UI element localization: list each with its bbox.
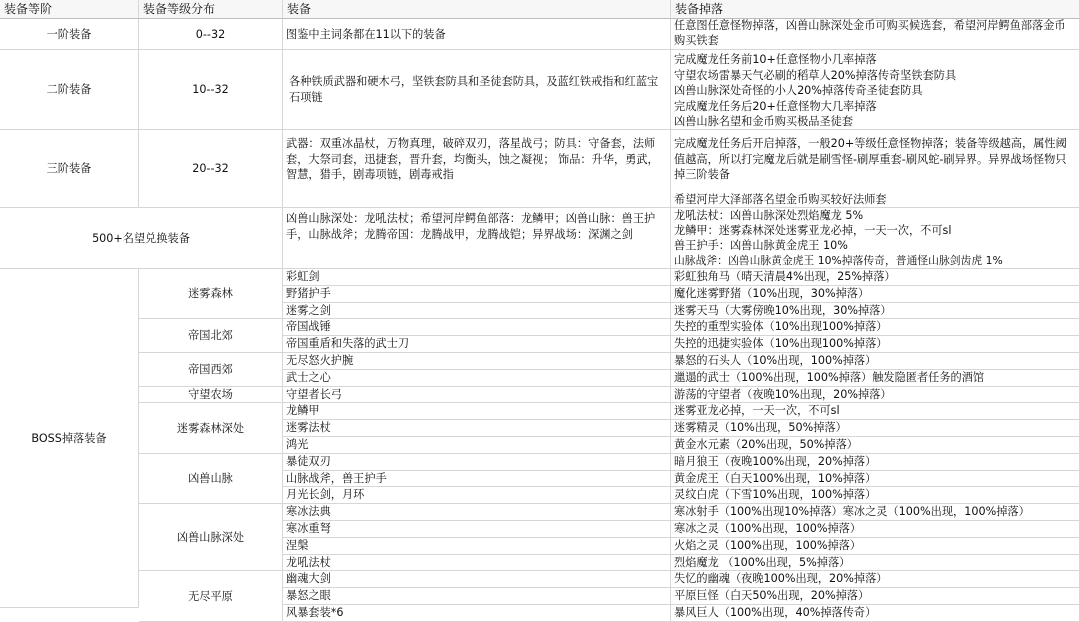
boss-location: 迷雾森林: [139, 269, 283, 319]
tier-3-drop-1: 完成魔龙任务后开启掉落，一般20+等级任意怪物掉落；装备等级越高，属性阈值越高，所以打完魔龙后就是刷雪怪-刷厚重套-刷风蛇-刷异界。异界战场怪物只掉三阶装备: [674, 137, 1067, 181]
boss-drop-source: 失忆的幽魂（夜晚100%出现，20%掉落）: [671, 571, 1080, 588]
boss-item: 涅槃: [283, 538, 671, 555]
boss-drop-source: 迷雾天马（大雾傍晚10%出现，30%掉落）: [671, 303, 1080, 320]
tier-2-drop-4: 完成魔龙任务后20+任意怪物大几率掉落: [674, 99, 877, 113]
boss-item: 守望者长弓: [283, 387, 671, 404]
boss-location: 帝国西郊: [139, 353, 283, 387]
boss-location: 迷雾森林深处: [139, 403, 283, 453]
boss-item: 幽魂大剑: [283, 571, 671, 588]
boss-item: 帝国重盾和失落的武士刀: [283, 336, 671, 353]
tier-reputation-drops: [671, 208, 1080, 269]
boss-item: 龙鳞甲: [283, 403, 671, 420]
boss-item: 野猪护手: [283, 286, 671, 303]
tier-3-equipment: [283, 130, 671, 208]
boss-item: 暴怒之眼: [283, 588, 671, 605]
boss-drop-source: 烈焰魔龙 （100%出现，5%掉落）: [671, 555, 1080, 572]
boss-drop-source: 邋遢的武士（100%出现，100%掉落）触发隐匿者任务的酒馆: [671, 370, 1080, 387]
boss-item: 山脉战斧，兽王护手: [283, 471, 671, 488]
tier-1-range: 0--32: [139, 19, 283, 50]
tier-3-name: 三阶装备: [0, 130, 139, 208]
boss-drop-source: 火焰之灵（100%出现，100%掉落）: [671, 538, 1080, 555]
tier-2-equipment: [283, 50, 671, 130]
boss-location: 凶兽山脉: [139, 454, 283, 504]
tier-2-drop-3: 凶兽山脉深处奇怪的小人20%掉落传奇圣徒套防具: [674, 84, 923, 97]
tier-2-drop-2: 守望农场雷暴天气必刷的稻草人20%掉落传奇坚铁套防具: [674, 68, 957, 82]
boss-item: 寒冰重弩: [283, 521, 671, 538]
boss-item: 迷雾法杖: [283, 420, 671, 437]
tier-3-equipment-text: 武器：双重冰晶杖，万物真理，破碎双刃，落星战弓；防具：守备套，法师套，大祭司套，迅捷套，晋升套，均衡头，蚀之凝视； 饰品：升华，勇武，智慧，猎手，剧毒项链，剧毒戒指: [286, 137, 659, 181]
boss-item: 彩虹剑: [283, 269, 671, 286]
boss-location: 帝国北郊: [139, 319, 283, 353]
boss-drop-source: 暴怒的石头人（10%出现，100%掉落）: [671, 353, 1080, 370]
boss-item: 龙吼法杖: [283, 555, 671, 572]
tier-2-drops: [671, 50, 1080, 130]
boss-item: 风暴套装*6: [283, 605, 671, 622]
boss-drop-source: 失控的迅捷实验体（10%出现100%掉落）: [671, 336, 1080, 353]
tier-2-equipment-text: 各种铁质武器和硬木弓，坚铁套防具和圣徒套防具，及蓝红铁戒指和红蓝宝石项链: [289, 75, 659, 104]
tier-reputation-drop-3: 兽王护手：凶兽山脉黄金虎王 10%: [674, 239, 848, 252]
boss-item: 无尽怒火护腕: [283, 353, 671, 370]
boss-drop-source: 黄金水元素（20%出现，50%掉落）: [671, 437, 1080, 454]
boss-drop-source: 失控的重型实验体（10%出现100%掉落）: [671, 319, 1080, 336]
tier-reputation-drop-2: 龙鳞甲：迷雾森林深处迷雾亚龙必掉，一天一次，不可sl: [674, 224, 952, 237]
header-equipment: 装备: [283, 0, 671, 19]
boss-drop-source: 寒冰射手（100%出现10%掉落）寒冰之灵（100%出现，100%掉落）: [671, 504, 1080, 521]
boss-item: 武士之心: [283, 370, 671, 387]
boss-drop-source: 寒冰之灵（100%出现，100%掉落）: [671, 521, 1080, 538]
tier-3-range: 20--32: [139, 130, 283, 208]
boss-item: 迷雾之剑: [283, 303, 671, 320]
boss-drop-source: 魔化迷雾野猪（10%出现，30%掉落）: [671, 286, 1080, 303]
tier-1-name: 一阶装备: [0, 19, 139, 50]
boss-drop-source: 游荡的守望者（夜晚10%出现，20%掉落）: [671, 387, 1080, 404]
boss-item: 暴徒双刃: [283, 454, 671, 471]
tier-3-drop-2: 希望河岸大泽部落名望金币购买较好法师套: [674, 193, 887, 206]
boss-drop-source: 灵纹白虎（下雪10%出现，100%掉落）: [671, 487, 1080, 504]
boss-location: 守望农场: [139, 387, 283, 404]
tier-2-name: 二阶装备: [0, 50, 139, 130]
header-tier: 装备等阶: [0, 0, 139, 19]
tier-1-equipment: 图鉴中主词条都在11以下的装备: [283, 19, 671, 50]
boss-drop-source: 暗月狼王（夜晚100%出现，20%掉落）: [671, 454, 1080, 471]
boss-drop-source: 迷雾精灵（10%出现，50%掉落）: [671, 420, 1080, 437]
header-level-range: 装备等级分布: [139, 0, 283, 19]
boss-drop-source: 平原巨怪（白天50%出现，20%掉落）: [671, 588, 1080, 605]
tier-3-drops: [671, 130, 1080, 208]
boss-item: 寒冰法典: [283, 504, 671, 521]
boss-location: 凶兽山脉深处: [139, 504, 283, 571]
tier-reputation-name: 500+名望兑换装备: [0, 208, 283, 269]
tier-1-drops: [671, 19, 1080, 50]
boss-drop-source: 黄金虎王（白天100%出现，10%掉落）: [671, 471, 1080, 488]
boss-drop-source: 迷雾亚龙必掉，一天一次，不可sl: [671, 403, 1080, 420]
boss-location: 无尽平原: [139, 571, 283, 621]
boss-drop-source: 彩虹独角马（晴天清晨4%出现，25%掉落）: [671, 269, 1080, 286]
tier-reputation-drop-1: 龙吼法杖：凶兽山脉深处烈焰魔龙 5%: [674, 209, 864, 222]
boss-item: 月光长剑，月环: [283, 487, 671, 504]
tier-1-drop-text: 任意图任意怪物掉落，凶兽山脉深处金币可购买候选套，希望河岸鳄鱼部落金币购买铁套: [674, 19, 1066, 47]
tier-2-drop-1: 完成魔龙任务前10+任意怪物小几率掉落: [674, 53, 877, 66]
tier-reputation-drop-4: 山脉战斧：凶兽山脉黄金虎王 10%掉落传奇，普通怪山脉剑齿虎 1%: [674, 254, 1003, 267]
boss-item: 帝国战锤: [283, 319, 671, 336]
header-drops: 装备掉落: [671, 0, 1080, 19]
tier-reputation-equipment: [283, 208, 671, 269]
tier-2-drop-5: 凶兽山脉名望和金币购买极品圣徒套: [674, 115, 854, 128]
tier-reputation-equipment-text: 凶兽山脉深处：龙吼法杖；希望河岸鳄鱼部落：龙鳞甲；凶兽山脉：兽王护手，山脉战斧；龙腾帝国：龙腾战甲，龙腾战铠；异界战场：深渊之剑: [286, 212, 656, 241]
boss-item: 鸿光: [283, 437, 671, 454]
boss-drop-source: 暴风巨人（100%出现，40%掉落传奇）: [671, 605, 1080, 622]
boss-tier-name: BOSS掉落装备: [0, 269, 139, 608]
tier-2-range: 10--32: [139, 50, 283, 130]
